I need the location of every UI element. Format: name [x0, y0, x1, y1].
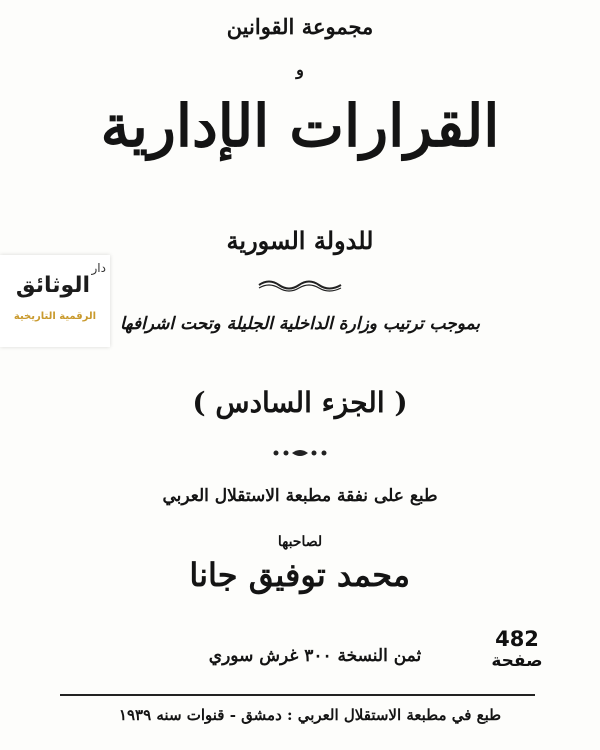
- owner-label: لصاحبها: [277, 534, 323, 550]
- watermark-tagline: الرقمية التاريخية: [13, 311, 97, 322]
- page-count: 482: [495, 627, 539, 651]
- watermark-logo: [0, 255, 110, 347]
- conjunction: و: [296, 60, 304, 79]
- page-count-block: [482, 628, 552, 672]
- publisher-line: طبع على نفقة مطبعة الاستقلال العربي: [162, 486, 438, 506]
- bottom-rule: [60, 694, 535, 696]
- subtitle: للدولة السورية: [226, 226, 374, 255]
- imprint-line: طبع في مطبعة الاستقلال العربي : دمشق - قنوات سنه ١٩٣٩: [118, 706, 502, 724]
- ornament-divider-1: [255, 278, 345, 292]
- volume-label: ( الجزء السادس ): [192, 386, 408, 419]
- heading-top: مجموعة القوانين: [226, 14, 374, 39]
- authority-line: بموجب ترتيب وزارة الداخلية الجليلة وتحت اشرافها: [119, 314, 481, 334]
- page-count-label: صفحة: [491, 651, 543, 671]
- watermark-prefix: دار: [91, 261, 106, 275]
- main-title: القرارات الإدارية: [100, 92, 500, 160]
- owner-name: محمد توفيق جانا: [189, 556, 410, 594]
- ornament-divider-2: [270, 446, 330, 460]
- price-line: ثمن النسخة ٣٠٠ غرش سوري: [208, 646, 422, 666]
- watermark-name: الوثائق: [15, 273, 91, 298]
